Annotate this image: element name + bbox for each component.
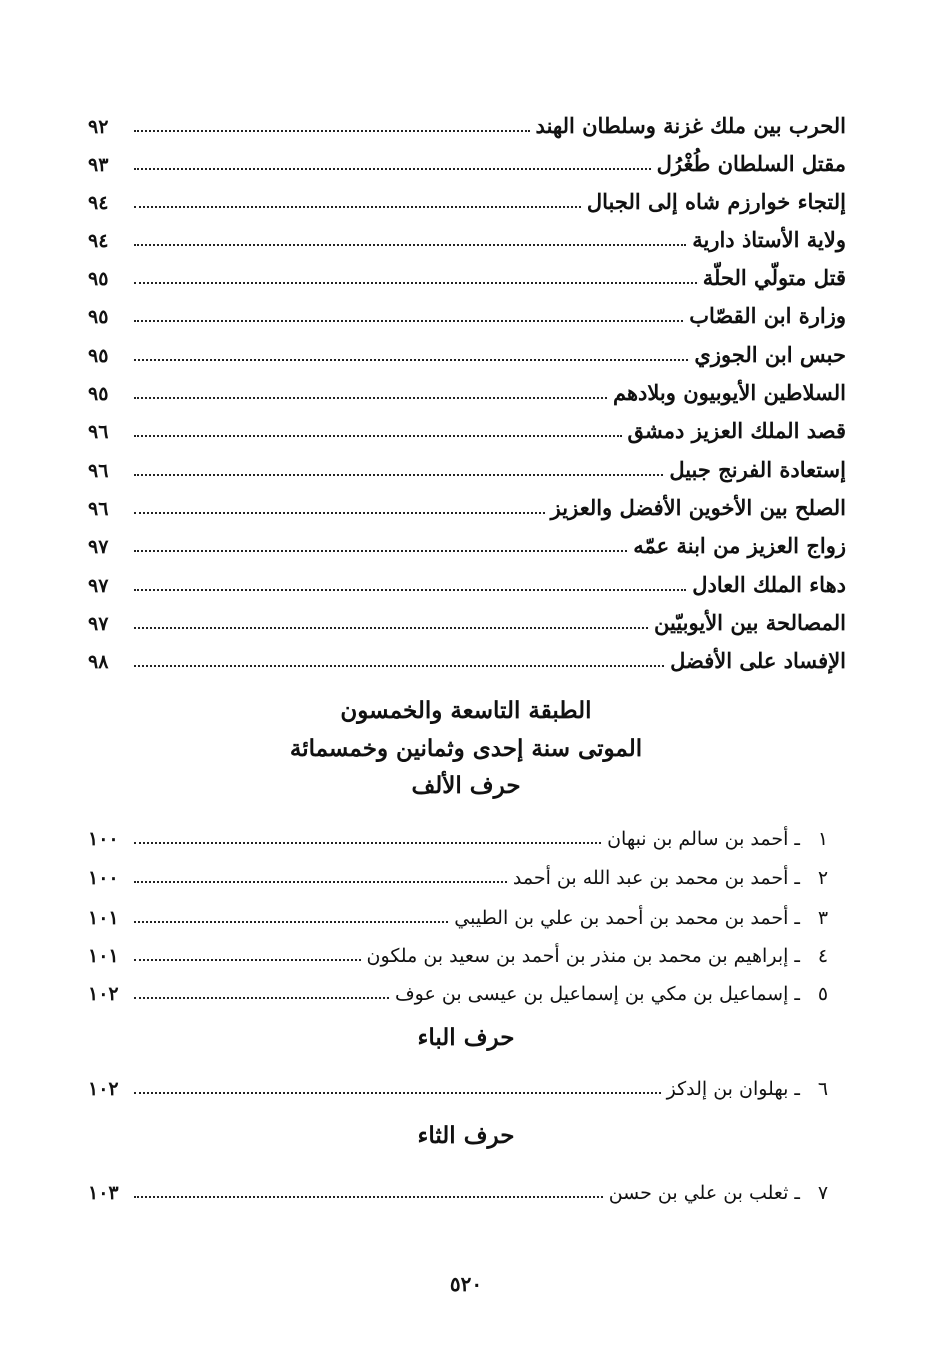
dot-leader [134,282,697,284]
toc-page-number: ٩٧ [88,613,109,635]
person-entry [88,935,838,967]
toc-title: مقتل السلطان طُغْرُل [656,151,846,176]
toc-entry [88,413,846,443]
toc-entry [88,528,846,558]
toc-page-number: ٩٤ [88,192,109,214]
toc-title: زواج العزيز من ابنة عمّه [633,533,846,558]
toc-entry [88,605,846,635]
person-name: ـ بهلوان بن إلدكز [666,1078,800,1100]
dot-leader [134,512,545,514]
toc-entry [88,452,846,482]
person-name: ـ إبراهيم بن محمد بن منذر بن أحمد بن سعيد بن ملكون [366,945,800,967]
person-page-number: ١٠٢ [88,1078,119,1100]
toc-page-number: ٩٧ [88,575,109,597]
entry-number: ٦ [817,1078,829,1100]
toc-title: إلتجاء خوارزم شاه إلى الجبال [586,189,846,214]
dot-leader [134,359,688,361]
dot-leader [134,627,648,629]
toc-page-number: ٩٦ [88,421,109,443]
person-page-number: ١٠٠ [88,828,119,850]
toc-title: المصالحة بين الأيوبيّين [654,610,846,635]
toc-entry [88,643,846,673]
toc-title: الصلح بين الأخوين الأفضل والعزيز [550,495,846,520]
dot-leader [134,881,507,883]
toc-title: قصد الملك العزيز دمشق [627,418,846,443]
toc-page-number: ٩٥ [88,345,109,367]
toc-title: السلاطين الأيوبيون وبلادهم [612,380,846,405]
section-title: الطبقة التاسعة والخمسون [340,697,592,724]
toc-page-number: ٩٥ [88,383,109,405]
toc-entry [88,260,846,290]
toc-title: الإفساد على الأفضل [670,648,846,673]
person-entry [88,857,838,889]
dot-leader [134,206,581,208]
dot-leader [134,244,686,246]
dot-leader [134,842,601,844]
dot-leader [134,1196,603,1198]
person-entry [88,897,838,929]
toc-page-number: ٩٧ [88,536,109,558]
dot-leader [134,130,530,132]
person-name: ـ ثعلب بن علي بن حسن [608,1182,800,1204]
toc-page-number: ٩٦ [88,498,109,520]
person-page-number: ١٠١ [88,945,119,967]
toc-page-number: ٩٥ [88,268,109,290]
person-entry [88,973,838,1005]
person-entry [88,1068,838,1100]
person-name: ـ أحمد بن سالم بن نبهان [607,828,800,850]
entry-number: ٥ [817,983,829,1005]
section-subtitle: الموتى سنة إحدى وثمانين وخمسمائة [289,735,643,762]
person-name: ـ إسماعيل بن مكي بن إسماعيل بن عيسى بن عوف [394,983,800,1005]
letter-heading: حرف الباء [417,1024,515,1051]
toc-entry [88,184,846,214]
toc-title: وزارة ابن القصّاب [689,303,846,328]
dot-leader [134,997,389,999]
entry-number: ٤ [817,945,829,967]
toc-title: ولاية الأستاذ دارية [692,227,846,252]
toc-entry [88,567,846,597]
entry-number: ٣ [817,907,829,929]
person-page-number: ١٠٠ [88,867,119,889]
toc-title: قتل متولّي الحلّة [702,265,846,290]
toc-entry [88,337,846,367]
letter-heading: حرف الألف [411,772,521,799]
person-page-number: ١٠١ [88,907,119,929]
toc-title: حبس ابن الجوزي [694,342,846,367]
dot-leader [134,320,683,322]
person-page-number: ١٠٣ [88,1182,119,1204]
toc-entry [88,108,846,138]
dot-leader [134,1092,661,1094]
dot-leader [134,959,361,961]
toc-entry [88,298,846,328]
toc-title: إستعادة الفرنج جبيل [669,457,846,482]
toc-page-number: ٩٨ [88,651,109,673]
person-name: ـ أحمد بن محمد بن عبد الله بن أحمد [512,867,800,889]
entry-number: ١ [817,828,829,850]
page-folio-number: ٥٢٠ [449,1272,483,1296]
person-name: ـ أحمد بن محمد بن أحمد بن علي بن الطيبي [454,907,800,929]
toc-title: دهاء الملك العادل [692,572,846,597]
toc-entry [88,222,846,252]
toc-entry [88,146,846,176]
dot-leader [134,397,607,399]
dot-leader [134,435,622,437]
dot-leader [134,474,663,476]
dot-leader [134,665,664,667]
toc-page-number: ٩٥ [88,306,109,328]
person-entry [88,1172,838,1204]
dot-leader [134,550,627,552]
toc-page-number: ٩٦ [88,460,109,482]
entry-number: ٢ [817,867,829,889]
person-page-number: ١٠٢ [88,983,119,1005]
letter-heading: حرف الثاء [417,1122,515,1149]
toc-page-number: ٩٣ [88,154,109,176]
entry-number: ٧ [817,1182,829,1204]
toc-title: الحرب بين ملك غزنة وسلطان الهند [535,113,846,138]
dot-leader [134,168,651,170]
toc-entry [88,375,846,405]
toc-page-number: ٩٢ [88,116,109,138]
dot-leader [134,589,686,591]
toc-entry [88,490,846,520]
person-entry [88,818,838,850]
toc-page-number: ٩٤ [88,230,109,252]
dot-leader [134,921,448,923]
